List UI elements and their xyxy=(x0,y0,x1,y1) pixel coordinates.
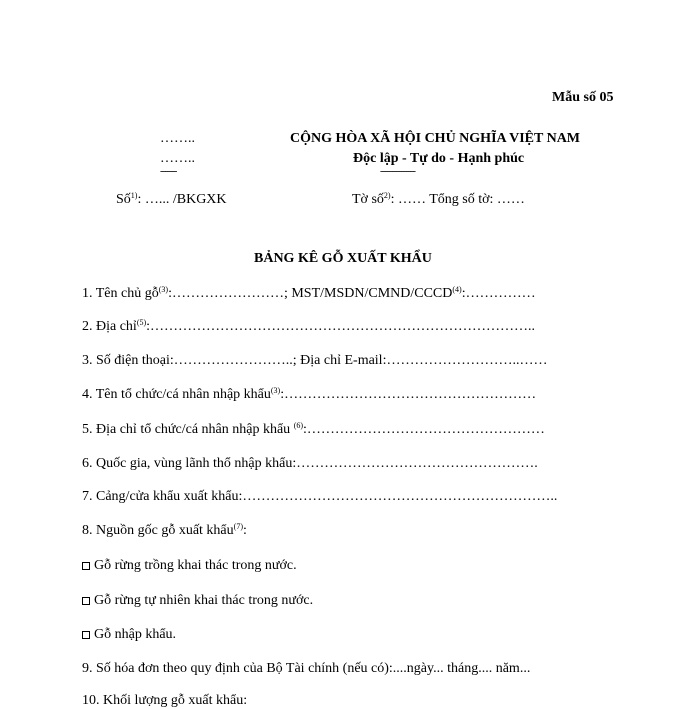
item-import-country: 6. Quốc gia, vùng lãnh thổ nhập khẩu:……………………………………………. xyxy=(82,456,538,471)
item-export-port: 7. Cảng/cửa khẩu xuất khẩu:………………………………………………………….. xyxy=(82,489,558,504)
doc-no-value: : …... /BKGXK xyxy=(137,192,227,207)
nation-name: CỘNG HÒA XÃ HỘI CHỦ NGHĨA VIỆT NAM xyxy=(290,131,581,146)
item-importer-name: 4. Tên tổ chức/cá nhân nhập khẩu$^{(3)}$:……………………………………………… xyxy=(82,386,537,402)
item-contact: 3. Số điện thoại:……………………..; Địa chỉ E-mail:………………………..…… xyxy=(82,353,548,368)
item-invoice-number: 9. Số hóa đơn theo quy định của Bộ Tài chính (nếu có):....ngày... tháng.... năm... xyxy=(82,661,531,676)
agency-line-1: …….. xyxy=(160,131,195,146)
doc-no-label: Số xyxy=(116,192,131,207)
form-title: BẢNG KÊ GỖ XUẤT KHẨU xyxy=(254,251,432,266)
document-number xyxy=(116,192,227,208)
agency-line-2: …….. xyxy=(160,151,195,166)
left-rule: ------- xyxy=(160,166,177,177)
origin-option-imported[interactable]: Gỗ nhập khẩu. xyxy=(82,627,176,643)
sheet-number xyxy=(352,192,525,208)
item-wood-origin: 8. Nguồn gốc gỗ xuất khẩu$^{(7)}$: xyxy=(82,522,247,538)
sheet-value: : …… Tổng số tờ: …… xyxy=(390,192,525,207)
checkbox[interactable] xyxy=(82,631,90,639)
item-importer-address: 5. Địa chỉ tổ chức/cá nhân nhập khẩu $^{(6)}$:…………………………………………… xyxy=(82,421,545,437)
sheet-note: 2) xyxy=(383,191,391,200)
origin-option-plantation[interactable]: Gỗ rừng trồng khai thác trong nước. xyxy=(82,558,297,574)
form-number: Mẫu số 05 xyxy=(552,90,614,105)
national-motto: Độc lập - Tự do - Hạnh phúc xyxy=(353,151,525,166)
checkbox[interactable] xyxy=(82,597,90,605)
origin-option-natural[interactable]: Gỗ rừng tự nhiên khai thác trong nước. xyxy=(82,593,313,609)
item-owner-name: 1. Tên chủ gỗ$^{(3)}$:……………………; MST/MSDN/CMND/CCCD$^{(4)}$:…………… xyxy=(82,285,536,301)
doc-no-note: 1) xyxy=(130,191,138,200)
right-rule: --------------- xyxy=(380,166,415,177)
item-export-volume: 10. Khối lượng gỗ xuất khẩu: xyxy=(82,693,248,708)
item-address: 2. Địa chỉ$^{(5)}$:……………………………………………………………………….. xyxy=(82,318,536,334)
checkbox[interactable] xyxy=(82,562,90,570)
sheet-label: Tờ số xyxy=(352,192,384,207)
